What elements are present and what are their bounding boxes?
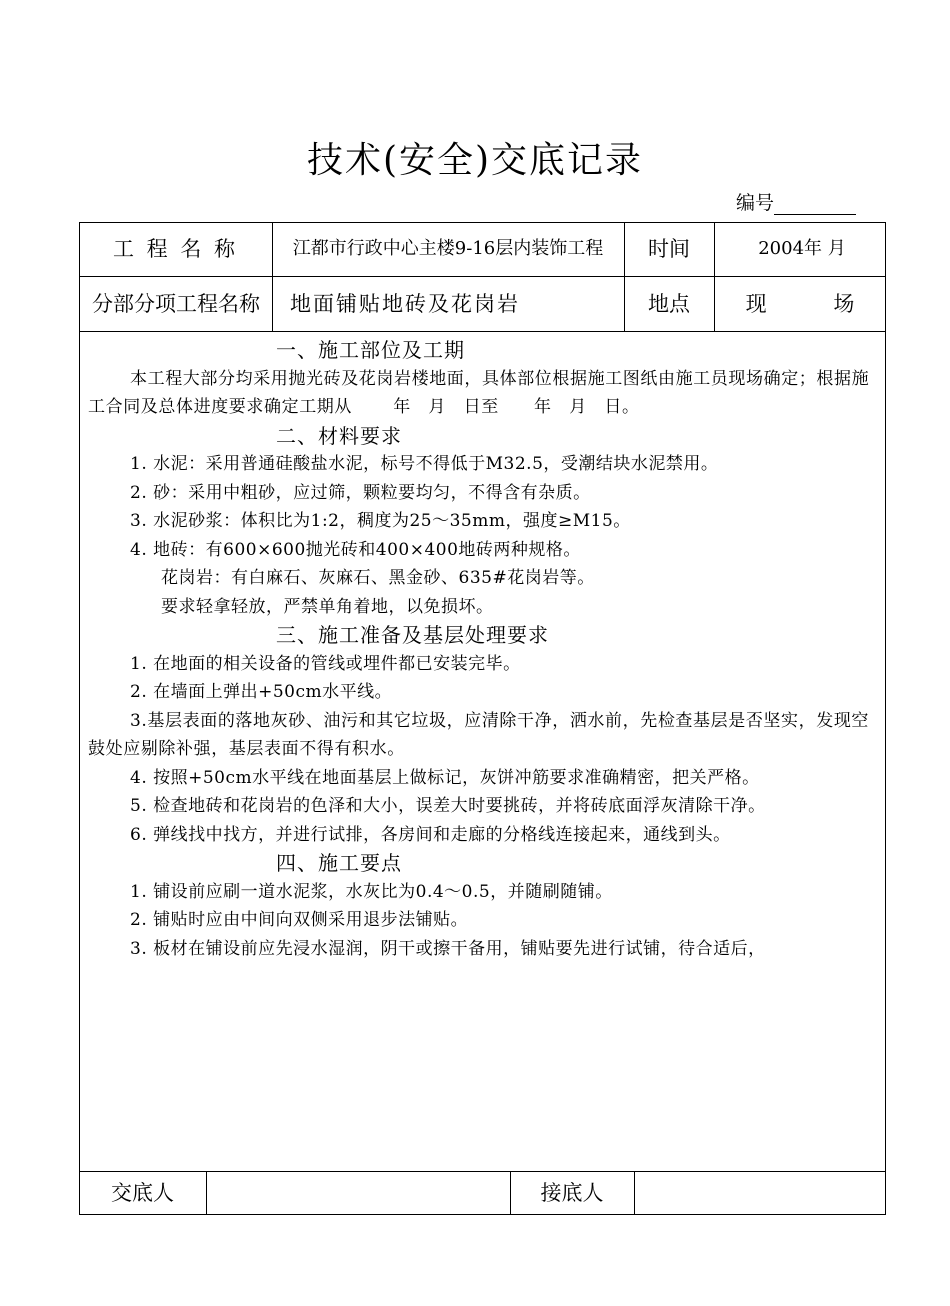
handover-signature <box>206 1171 510 1215</box>
list-item: 2. 铺贴时应由中间向双侧采用退步法铺贴。 <box>130 910 469 930</box>
list-item: 2. 在墙面上弹出+50cm水平线。 <box>130 682 393 702</box>
receiver-label: 接底人 <box>540 1181 604 1205</box>
serial-label: 编号 <box>736 192 775 214</box>
list-item: 5. 检查地砖和花岗岩的色泽和大小，误差大时要挑砖，并将砖底面浮灰清除干净。 <box>130 796 766 816</box>
list-item: 1. 水泥：采用普通硅酸盐水泥，标号不得低于M32.5，受潮结块水泥禁用。 <box>130 454 719 474</box>
project-name-label: 工 程 名 称 <box>112 237 239 261</box>
paragraph: 本工程大部分均采用抛光砖及花岗岩楼地面，具体部位根据施工图纸由施工员现场确定；根据施工合同及总体进度要求确定工期从 年 月 日至 年 月 日。 <box>88 368 870 417</box>
sub-project-label: 分部分项工程名称 <box>92 291 260 316</box>
list-item: 4. 地砖：有600×600抛光砖和400×400地砖两种规格。 <box>130 539 581 560</box>
sub-project-value: 地面铺贴地砖及花岗岩 <box>290 291 520 316</box>
page-title: 技术(安全)交底记录 <box>306 140 644 181</box>
time-label: 时间 <box>648 237 690 261</box>
list-item: 4. 按照+50cm水平线在地面基层上做标记，灰饼冲筋要求准确精密，把关严格。 <box>130 767 760 788</box>
list-item: 3.基层表面的落地灰砂、油污和其它垃圾，应清除干净，洒水前，先检查基层是否坚实，发现空鼓处应剔除补强，基层表面不得有积水。 <box>88 710 870 759</box>
location-value: 现 场 <box>745 291 855 316</box>
serial-blank <box>774 194 856 215</box>
row-divider-2 <box>79 331 886 332</box>
list-item: 6. 弹线找中找方，并进行试排，各房间和走廊的分格线连接起来，通线到头。 <box>130 824 731 845</box>
section-heading: 三、施工准备及基层处理要求 <box>276 623 549 647</box>
list-item: 花岗岩：有白麻石、灰麻石、黑金砂、635#花岗岩等。 <box>161 568 595 588</box>
section-heading: 四、施工要点 <box>276 851 402 875</box>
list-item: 要求轻拿轻放，严禁单角着地，以免损坏。 <box>161 596 494 617</box>
location-label: 地点 <box>648 291 690 316</box>
section-heading: 一、施工部位及工期 <box>276 338 465 362</box>
time-value: 2004年 月 <box>758 238 846 259</box>
section-heading: 二、材料要求 <box>276 423 402 448</box>
list-item: 2. 砂：采用中粗砂，应过筛，颗粒要均匀，不得含有杂质。 <box>130 482 591 503</box>
project-name-value: 江都市行政中心主楼9-16层内装饰工程 <box>292 238 604 259</box>
list-item: 3. 板材在铺设前应先浸水湿润，阴干或擦干备用，铺贴要先进行试铺，待合适后， <box>130 938 766 959</box>
disclosure-content <box>88 336 880 963</box>
receiver-signature <box>634 1171 886 1215</box>
list-item: 3. 水泥砂浆：体积比为1:2，稠度为25～35mm，强度≥M15。 <box>130 511 631 531</box>
serial-number <box>736 188 856 215</box>
list-item: 1. 在地面的相关设备的管线或埋件都已安装完毕。 <box>130 653 521 674</box>
handover-label: 交底人 <box>111 1181 174 1205</box>
list-item: 1. 铺设前应刷一道水泥浆，水灰比为0.4～0.5，并随刷随铺。 <box>130 881 613 902</box>
